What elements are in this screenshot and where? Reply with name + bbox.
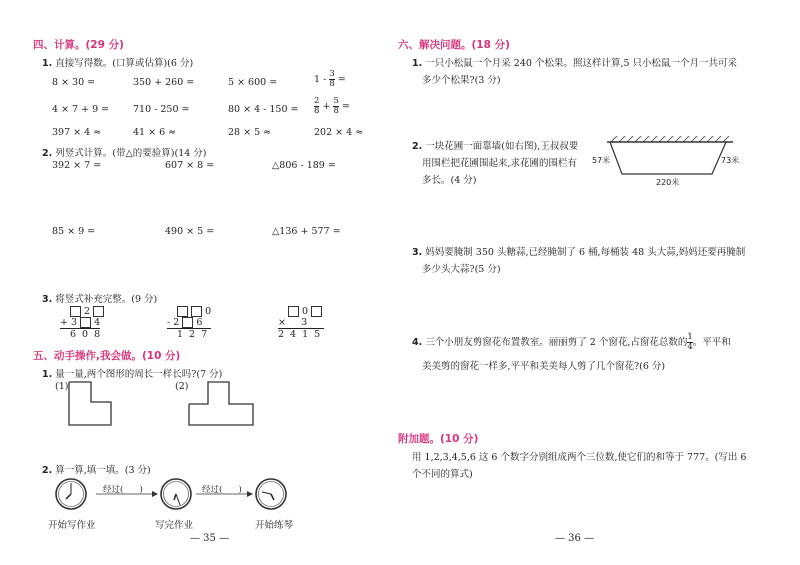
fill-vertical-2: 0 - 2 6 127 xyxy=(167,306,214,340)
clock-sequence xyxy=(54,477,294,513)
arrow-2-label: 经过( ) xyxy=(202,485,242,495)
extra-question-line2: 个不同的算式) xyxy=(412,469,473,480)
figure-label-1: (1) xyxy=(55,381,69,392)
calc-item: 397 × 4 ≈ xyxy=(52,127,102,138)
blank-box[interactable] xyxy=(80,317,91,328)
calc-item: 8 × 30 = xyxy=(52,77,96,88)
vertical-calc-item: △806 - 189 = xyxy=(272,160,336,171)
calc-item: 350 + 260 = xyxy=(133,77,195,88)
vertical-calc-item: 392 × 7 = xyxy=(52,160,102,171)
fill-vertical-1: 2 + 3 4 608 xyxy=(60,306,107,340)
fill-vertical-3: 0 × 3 2415 xyxy=(278,306,327,340)
garden-right-length: 73米 xyxy=(721,156,740,165)
blank-box[interactable] xyxy=(93,306,104,317)
calc-item: 28 × 5 ≈ xyxy=(228,127,272,138)
problem-6-3: 3. 妈妈要腌制 350 头糖蒜,已经腌制了 6 桶,每桶装 48 头大蒜,妈妈还要再腌制 xyxy=(412,247,746,258)
calc-item-fraction: 1 - $\frac{3}{8}$ = xyxy=(314,69,346,89)
calc-item: 80 × 4 - 150 = xyxy=(228,104,299,115)
blank-box[interactable] xyxy=(177,306,188,317)
question-4-1: 1. 直接写得数。(口算或估算)(6 分) xyxy=(42,58,194,69)
section-5-title: 五、动手操作,我会做。(10 分) xyxy=(33,350,181,362)
problem-6-2-line3: 多长。(4 分) xyxy=(422,175,477,186)
problem-6-2: 2. 一块花圃一面靠墙(如右图),王叔叔要 xyxy=(412,141,579,152)
blank-box[interactable] xyxy=(311,306,322,317)
calc-item: 5 × 600 = xyxy=(228,77,278,88)
figure-label-2: (2) xyxy=(175,381,189,392)
calc-item: 4 × 7 + 9 = xyxy=(52,104,110,115)
question-5-2: 2. 算一算,填一填。(3 分) xyxy=(42,465,151,476)
question-4-2: 2. 列竖式计算。(带△的要验算)(14 分) xyxy=(42,148,207,159)
clock-icon xyxy=(56,479,86,509)
page-number-right: — 36 — xyxy=(555,533,595,544)
problem-6-4-line2: 美美剪的窗花一样多,平平和美美每人剪了几个窗花?(6 分) xyxy=(422,361,666,372)
calc-item: 202 × 4 ≈ xyxy=(314,127,364,138)
blank-box[interactable] xyxy=(70,306,81,317)
problem-6-1: 1. 一只小松鼠一个月采 240 个松果。照这样计算,5 只小松鼠一个月一共可采 xyxy=(412,58,738,69)
calc-item: 710 - 250 = xyxy=(133,104,190,115)
clock-icon xyxy=(256,479,286,509)
vertical-calc-item: 85 × 9 = xyxy=(52,226,96,237)
garden-left-length: 57米 xyxy=(592,156,611,165)
problem-6-2-line2: 用围栏把花圃围起来,求花圃的围栏有 xyxy=(422,158,578,169)
section-4-title: 四、计算。(29 分) xyxy=(33,39,124,51)
shape-2-diagram xyxy=(188,381,258,427)
extra-question-line1: 用 1,2,3,4,5,6 这 6 个数字分别组成两个三位数,使它们的和等于 777。(写出 6 xyxy=(412,452,747,463)
vertical-calc-item: 607 × 8 = xyxy=(165,160,215,171)
calc-item-fraction: $\frac{2}{8}$ + $\frac{5}{8}$ = xyxy=(314,96,350,116)
problem-6-1-line2: 多少个松果?(3 分) xyxy=(422,75,501,86)
clock-caption-1: 开始写作业 xyxy=(48,520,96,531)
clock-caption-2: 写完作业 xyxy=(155,520,194,531)
problem-6-3-line2: 多少头大蒜?(5 分) xyxy=(422,264,501,275)
question-4-3: 3. 将竖式补充完整。(9 分) xyxy=(42,294,158,305)
vertical-calc-item: △136 + 577 = xyxy=(272,226,341,237)
vertical-calc-item: 490 × 5 = xyxy=(165,226,215,237)
blank-box[interactable] xyxy=(182,317,193,328)
calc-item: 41 × 6 ≈ xyxy=(133,127,177,138)
clock-icon xyxy=(161,479,191,509)
extra-question-title: 附加题。(10 分) xyxy=(398,433,479,445)
shape-1-diagram xyxy=(68,381,128,427)
problem-6-4: 4. 三个小朋友剪窗花布置教室。丽丽剪了 2 个窗花,占窗花总数的 $\frac{1}{4}$ 。平平和 xyxy=(412,332,731,352)
blank-box[interactable] xyxy=(191,306,202,317)
arrow-1-label: 经过( ) xyxy=(103,485,143,495)
garden-bottom-length: 220米 xyxy=(656,178,680,187)
clock-caption-3: 开始练琴 xyxy=(255,520,294,531)
blank-box[interactable] xyxy=(288,306,299,317)
page-number-left: — 35 — xyxy=(190,533,230,544)
section-6-title: 六、解决问题。(18 分) xyxy=(398,39,510,51)
question-5-1: 1. 量一量,两个图形的周长一样长吗?(7 分) xyxy=(42,369,223,380)
